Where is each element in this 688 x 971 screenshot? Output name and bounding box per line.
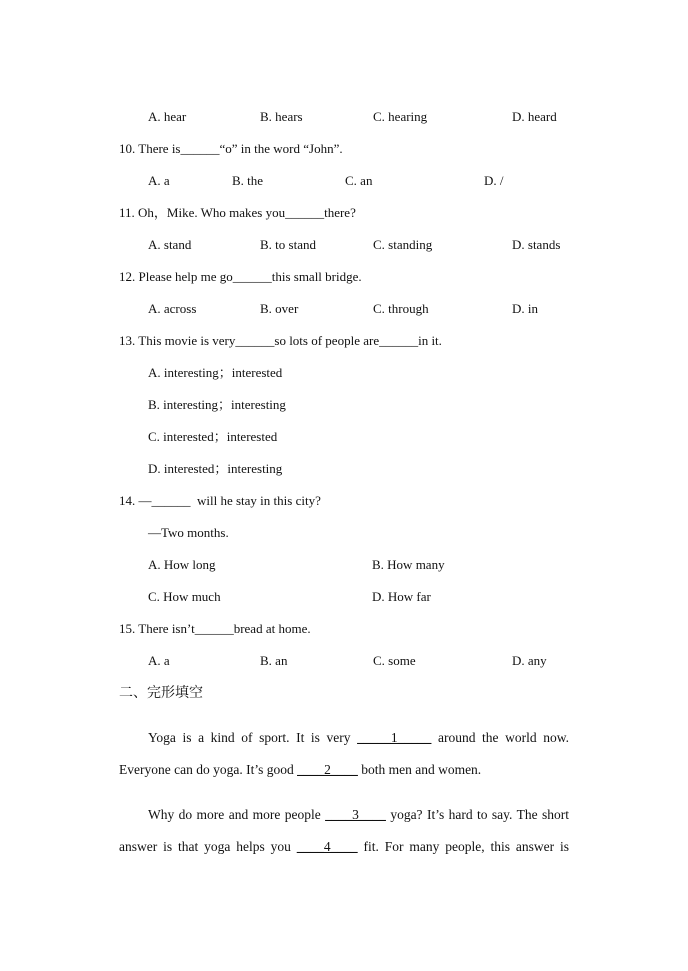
cloze-blank-4: ____4____	[296, 839, 358, 854]
passage-text: yoga? It’s hard to say. The short	[385, 807, 569, 822]
q12-stem: 12. Please help me go______this small bridge.	[119, 269, 362, 284]
passage-p1-line1	[119, 729, 569, 747]
q14-option-c: C. How much	[148, 589, 221, 604]
passage-p2-line1	[119, 806, 569, 824]
passage-text: both men and women.	[357, 762, 482, 777]
passage-text: answer is that yoga helps you	[119, 839, 297, 854]
q14-stem: 14. —______ will he stay in this city?	[119, 493, 321, 508]
q13-stem: 13. This movie is very______so lots of people are______in it.	[119, 333, 442, 348]
q12-option-a: A. across	[148, 301, 197, 316]
q15-option-c: C. some	[373, 653, 416, 668]
q12-option-b: B. over	[260, 301, 299, 316]
q12-option-d: D. in	[512, 301, 538, 316]
q13-option-b: B. interesting；interesting	[148, 397, 286, 412]
passage-text: Why do more and more people	[148, 807, 326, 822]
q14-option-d: D. How far	[372, 589, 431, 604]
q10-option-b: B. the	[232, 173, 264, 188]
cloze-blank-3: ____3____	[325, 807, 386, 822]
q11-option-d: D. stands	[512, 237, 561, 252]
q10-option-c: C. an	[345, 173, 373, 188]
passage-p1-line2	[119, 761, 569, 779]
passage-text: Yoga is a kind of sport. It is very	[148, 730, 358, 745]
q12-option-c: C. through	[373, 301, 429, 316]
q15-option-d: D. any	[512, 653, 547, 668]
q13-option-d: D. interested；interesting	[148, 461, 283, 476]
q10-option-d: D. /	[484, 173, 504, 188]
q15-option-b: B. an	[260, 653, 288, 668]
q13-option-c: C. interested；interested	[148, 429, 278, 444]
q10-stem: 10. There is______“o” in the word “John”.	[119, 141, 343, 156]
q9-option-a: A. hear	[148, 109, 187, 124]
q14-option-a: A. How long	[148, 557, 216, 572]
q10-option-a: A. a	[148, 173, 170, 188]
q15-option-a: A. a	[148, 653, 170, 668]
q11-option-c: C. standing	[373, 237, 433, 252]
q9-option-c: C. hearing	[373, 109, 428, 124]
q9-option-d: D. heard	[512, 109, 557, 124]
q11-stem: 11. Oh，Mike. Who makes you______there?	[119, 205, 356, 220]
q9-option-b: B. hears	[260, 109, 303, 124]
passage-p2-line2	[119, 838, 569, 856]
cloze-blank-2: ____2____	[297, 762, 358, 777]
q13-option-a: A. interesting；interested	[148, 365, 283, 380]
passage-text: Everyone can do yoga. It’s good	[119, 762, 298, 777]
passage-text: around the world now.	[431, 730, 569, 745]
q15-stem: 15. There isn’t______bread at home.	[119, 621, 311, 636]
passage-text: fit. For many people, this answer is	[357, 839, 570, 854]
q14-option-b: B. How many	[372, 557, 445, 572]
section-heading-cloze: 二、完形填空	[119, 685, 203, 701]
q14-answer-line: —Two months.	[148, 525, 229, 540]
q11-option-b: B. to stand	[260, 237, 316, 252]
cloze-blank-1: _____1_____	[357, 730, 432, 745]
q11-option-a: A. stand	[148, 237, 192, 252]
